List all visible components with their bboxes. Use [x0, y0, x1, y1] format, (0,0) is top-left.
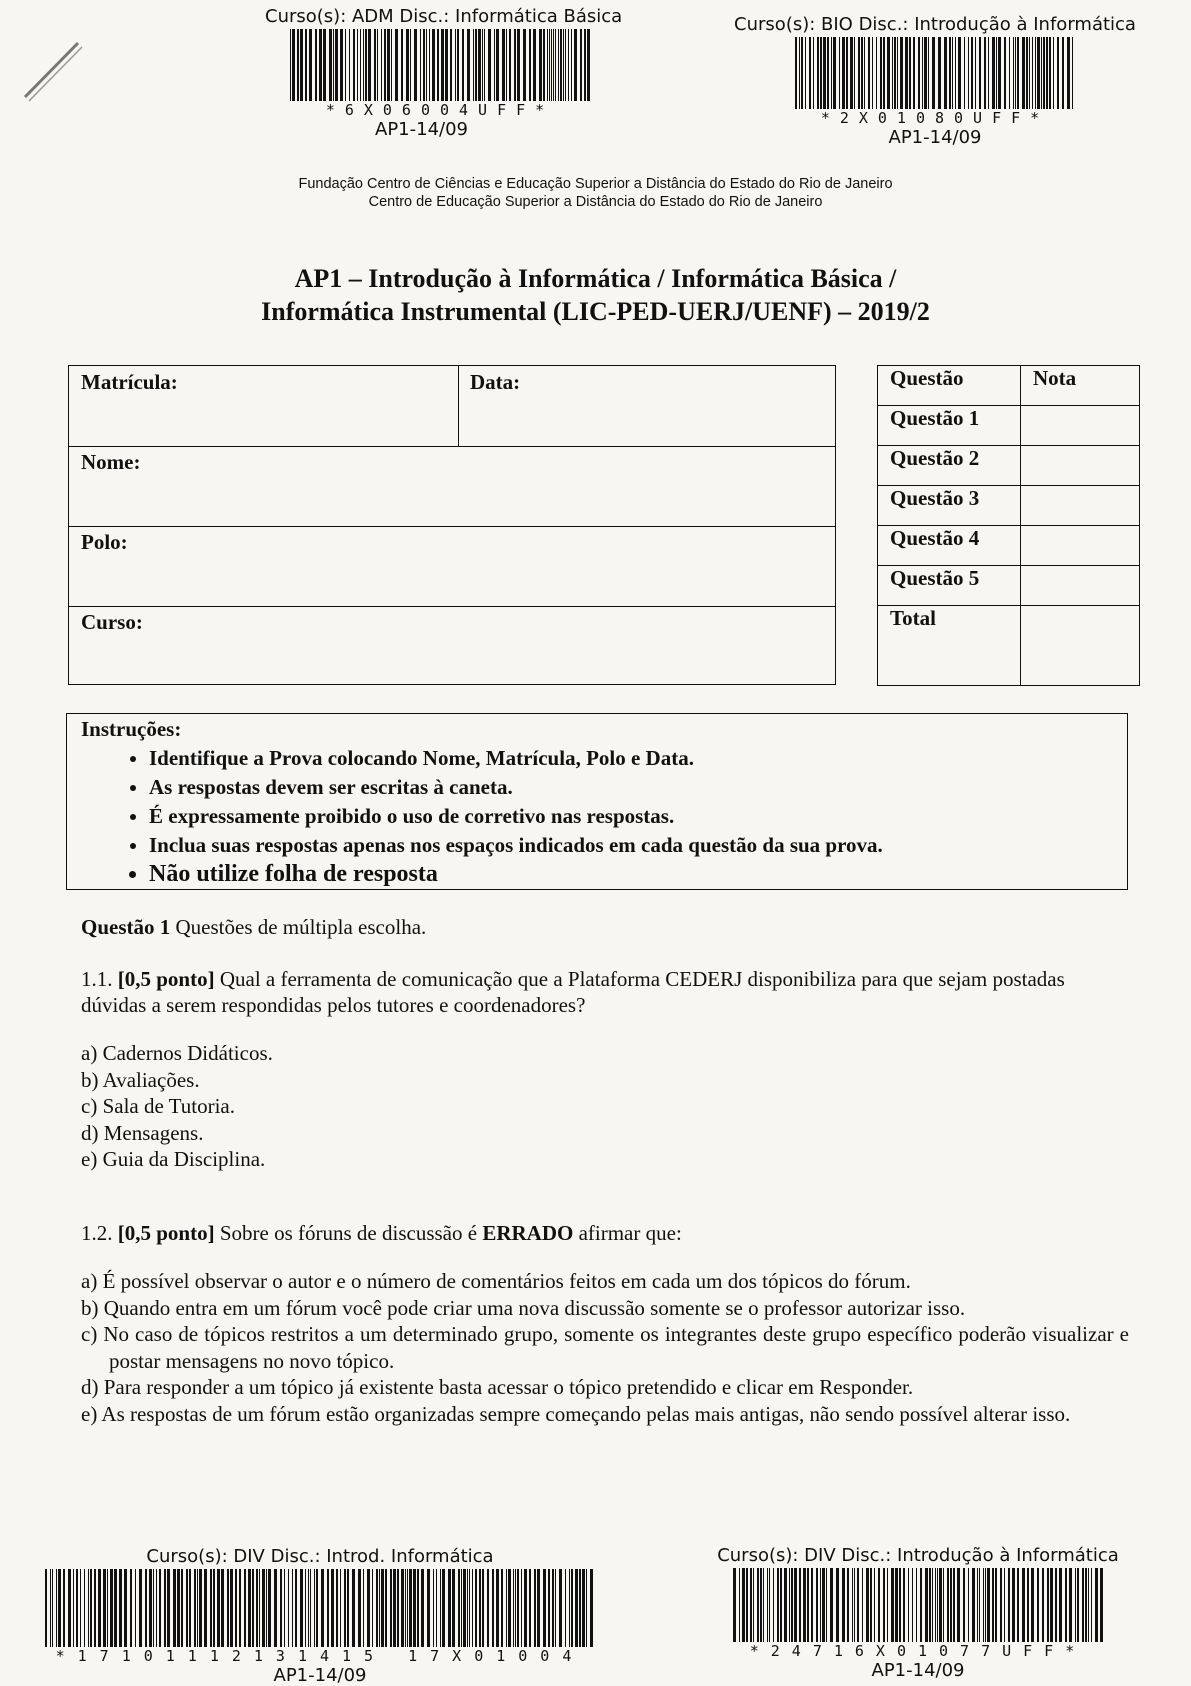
grades-header-questao: Questão: [878, 366, 1021, 406]
question-1-1-options: [81, 1040, 273, 1173]
question-emphasis: ERRADO: [482, 1221, 574, 1245]
instruction-item: • Não utilize folha de resposta: [149, 860, 883, 889]
instruction-item: • É expressamente proibido o uso de corretivo nas respostas.: [149, 802, 883, 831]
question-number: 1.2.: [81, 1221, 113, 1245]
barcode-course-text: Curso(s): ADM Disc.: Informática Básica: [265, 6, 623, 27]
question-text: Qual a ferramenta de comunicação que a Plataforma CEDERJ disponibiliza para que sejam postadas dúvidas a serem respondidas pelos tutores e coordenadores?: [81, 967, 1065, 1017]
barcode-image: [45, 1569, 595, 1647]
question-number: 1.1.: [81, 967, 113, 991]
barcode-label-top-left: [265, 6, 623, 140]
grade-cell[interactable]: [1021, 406, 1140, 446]
exam-title: [0, 262, 1191, 328]
grades-row-label: Questão 2: [878, 446, 1021, 486]
question-points: [0,5 ponto]: [117, 967, 215, 991]
curso-field[interactable]: Curso:: [81, 610, 143, 634]
grade-cell[interactable]: [1021, 486, 1140, 526]
grades-total-label: Total: [878, 606, 1021, 686]
nome-field[interactable]: Nome:: [81, 450, 141, 474]
answer-option[interactable]: d) Mensagens.: [81, 1120, 204, 1145]
barcode-ap-text: AP1-14/09: [871, 1660, 965, 1681]
barcode-image: [290, 29, 590, 101]
barcode-course-text: Curso(s): DIV Disc.: Introdução à Informática: [717, 1545, 1119, 1566]
grade-cell[interactable]: [1021, 446, 1140, 486]
grades-row-label: Questão 1: [878, 406, 1021, 446]
answer-option[interactable]: b) Quando entra em um fórum você pode criar uma nova discussão somente se o professor autorizar isso.: [81, 1295, 966, 1320]
answer-option[interactable]: c) No caso de tópicos restritos a um determinado grupo, somente os integrantes deste grupo específico poderão visualizar e postar mensagens no novo tópico.: [81, 1322, 1129, 1373]
answer-option[interactable]: c) Sala de Tutoria.: [81, 1094, 235, 1118]
exam-title-line2: Informática Instrumental (LIC-PED-UERJ/UENF) – 2019/2: [261, 297, 930, 326]
instructions-heading: Instruções:: [81, 717, 182, 741]
question-text: Sobre os fóruns de discussão é: [219, 1221, 478, 1245]
matricula-field[interactable]: Matrícula:: [81, 370, 178, 394]
instruction-item: • Identifique a Prova colocando Nome, Matrícula, Polo e Data.: [149, 744, 883, 773]
grades-table: [877, 365, 1140, 686]
data-field[interactable]: Data:: [470, 370, 521, 394]
barcode-label-top-right: [730, 14, 1140, 148]
barcode-code-text: *2X01080UFF*: [820, 109, 1050, 127]
instructions-list: [127, 744, 883, 889]
instruction-item: • As respostas devem ser escritas à caneta.: [149, 773, 883, 802]
question-text: afirmar que:: [578, 1221, 682, 1245]
barcode-course-text: Curso(s): DIV Disc.: Introd. Informática: [146, 1546, 494, 1567]
foundation-name: Fundação Centro de Ciências e Educação Superior a Distância do Estado do Rio de Janeiro: [298, 176, 893, 192]
answer-option[interactable]: e) As respostas de um fórum estão organizadas sempre começando pelas mais antigas, não sendo possível alterar isso.: [81, 1401, 1071, 1426]
center-name: Centro de Educação Superior a Distância do Estado do Rio de Janeiro: [368, 194, 823, 210]
instruction-item: • Inclua suas respostas apenas nos espaços indicados em cada questão da sua prova.: [149, 831, 883, 860]
student-info-table: [68, 365, 836, 685]
question-1-intro: Questões de múltipla escolha.: [175, 915, 427, 939]
question-1-2-options: [81, 1268, 1129, 1427]
barcode-ap-text: AP1-14/09: [375, 119, 468, 140]
pen-scratch-mark: [20, 35, 90, 105]
barcode-ap-text: AP1-14/09: [273, 1665, 367, 1686]
question-1-2-statement: [81, 1220, 682, 1246]
answer-option[interactable]: d) Para responder a um tópico já existente basta acessar o tópico pretendido e clicar em Responder.: [81, 1375, 914, 1399]
barcode-code-text: *17101112131415 17X01004: [55, 1647, 585, 1665]
answer-option[interactable]: b) Avaliações.: [81, 1067, 200, 1092]
question-points: [0,5 ponto]: [117, 1221, 215, 1245]
grade-cell[interactable]: [1021, 566, 1140, 606]
grades-row-label: Questão 4: [878, 526, 1021, 566]
answer-option[interactable]: e) Guia da Disciplina.: [81, 1147, 266, 1171]
grades-row-label: Questão 5: [878, 566, 1021, 606]
answer-option[interactable]: a) É possível observar o autor e o número de comentários feitos em cada um dos tópicos do fórum.: [81, 1269, 911, 1293]
barcode-label-bottom-right: [713, 1545, 1123, 1681]
institution-header: [0, 175, 1191, 211]
exam-title-line1: AP1 – Introdução à Informática / Informática Básica /: [294, 264, 897, 293]
barcode-image: [733, 1568, 1103, 1642]
barcode-code-text: *24716X01077UFF*: [749, 1642, 1087, 1660]
grade-total-cell[interactable]: [1021, 606, 1140, 686]
question-1-label: Questão 1: [81, 915, 171, 939]
barcode-ap-text: AP1-14/09: [888, 127, 982, 148]
grades-header-nota: Nota: [1021, 366, 1140, 406]
barcode-code-text: *6X06004UFF*: [325, 101, 555, 119]
grade-cell[interactable]: [1021, 526, 1140, 566]
barcode-label-bottom-left: [40, 1546, 600, 1686]
barcode-course-text: Curso(s): BIO Disc.: Introdução à Informática: [734, 14, 1136, 35]
polo-field[interactable]: Polo:: [81, 530, 128, 554]
answer-option[interactable]: a) Cadernos Didáticos.: [81, 1041, 273, 1065]
barcode-image: [795, 37, 1075, 109]
grades-row-label: Questão 3: [878, 486, 1021, 526]
question-1-1-statement: [81, 966, 1091, 1018]
instructions-box: [66, 713, 1128, 890]
question-1-heading: [81, 914, 426, 940]
